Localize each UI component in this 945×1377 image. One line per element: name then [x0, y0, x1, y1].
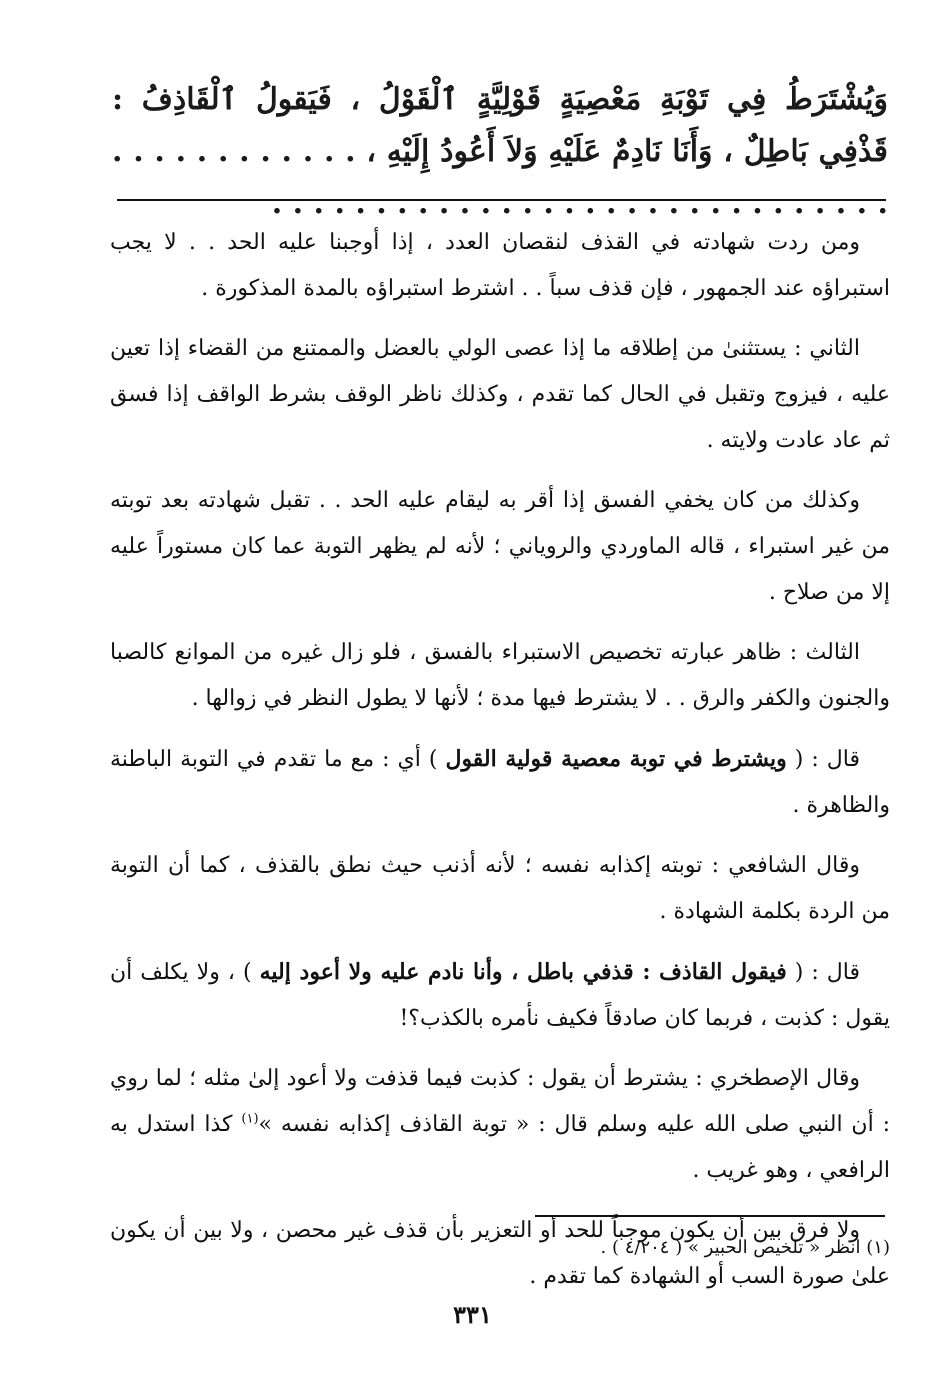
- paragraph-5-post: ) أي : مع ما تقدم في التوبة الباطنة والظاهرة .: [110, 747, 890, 818]
- paragraph-1: ومن ردت شهادته في القذف لنقصان العدد ، إذا أوجبنا عليه الحد . . لا يجب استبراؤه عند الجمهور ، فإن قذف سباً . . اشترط استبراؤه بالمدة المذكورة .: [110, 230, 890, 301]
- paragraph-7-quote: فيقول القاذف : قذفي باطل ، وأنا نادم عليه ولا أعود إليه: [259, 959, 787, 985]
- paragraph-2: الثاني : يستثنىٰ من إطلاقه ما إذا عصى الولي بالعضل والممتنع من القضاء إذا تعين عليه ، فيزوج وتقبل في الحال كما تقدم ، وكذلك ناظر الوقف بشرط الواقف إذا فسق ثم عاد عادت ولايته .: [110, 336, 890, 453]
- separator-rule: [117, 199, 886, 201]
- paragraph-5-quote: ويشترط في توبة معصية قولية القول: [445, 746, 787, 772]
- paragraph-3: وكذلك من كان يخفي الفسق إذا أقر به ليقام عليه الحد . . تقبل شهادته بعد توبته من غير استبراء ، قاله الماوردي والروياني ؛ لأنه لم يظهر التوبة عما كان مستوراً عليه إلا من صلاح .: [110, 488, 890, 605]
- footnote-marker: (١): [241, 1111, 259, 1127]
- paragraph-8: [110, 1056, 890, 1194]
- paragraph-5-pre: قال : (: [786, 747, 860, 772]
- paragraph-8-post: كذا استدل به الرافعي ، وهو غريب .: [110, 1112, 890, 1183]
- commentary-body: [110, 220, 890, 1314]
- matn-text: وَيُشْتَرَطُ فِي تَوْبَةِ مَعْصِيَةٍ قَوْلِيَّةٍ ٱلْقَوْلُ ، فَيَقولُ ٱلْقَاذِفُ : قَذْفِي بَاطِلٌ ، وَأَنَا نَادِمٌ عَلَيْهِ وَلاَ أَعُودُ إِلَيْهِ ، . . . . . . . . . . . . . . . . . . . . . . . . . . . . . . . . . . . . . . . . . .: [112, 82, 888, 221]
- paragraph-7: [110, 949, 890, 1042]
- page-number: ٣٣١: [453, 1300, 492, 1329]
- paragraph-8-pre: وقال الإصطخري : يشترط أن يقول : كذبت فيما قذفت ولا أعود إلىٰ مثله ؛ لما روي : أن النبي صلى الله عليه وسلم قال : « توبة القاذف إكذابه نفسه »: [110, 1066, 890, 1137]
- paragraph-7-post: ) ، ولا يكلف أن يقول : كذبت ، فربما كان صادقاً فكيف نأمره بالكذب؟!: [110, 960, 890, 1031]
- footnote: (١) انظر « تلخيص الحبير » ( ٤/٢٠٤ ) .: [600, 1237, 890, 1258]
- paragraph-4: الثالث : ظاهر عبارته تخصيص الاستبراء بالفسق ، فلو زال غيره من الموانع كالصبا والجنون والكفر والرق . . لا يشترط فيها مدة ؛ لأنها لا يطول النظر في زوالها .: [110, 640, 890, 711]
- paragraph-9: ولا فرق بين أن يكون موجباً للحد أو التعزير بأن قذف غير محصن ، ولا بين أن يكون علىٰ صورة السب أو الشهادة كما تقدم .: [110, 1218, 890, 1289]
- paragraph-6: وقال الشافعي : توبته إكذابه نفسه ؛ لأنه أذنب حيث نطق بالقذف ، كما أن التوبة من الردة بكلمة الشهادة .: [110, 853, 890, 924]
- paragraph-7-pre: قال : (: [786, 960, 860, 985]
- footnote-rule: [535, 1215, 885, 1217]
- paragraph-5: [110, 736, 890, 829]
